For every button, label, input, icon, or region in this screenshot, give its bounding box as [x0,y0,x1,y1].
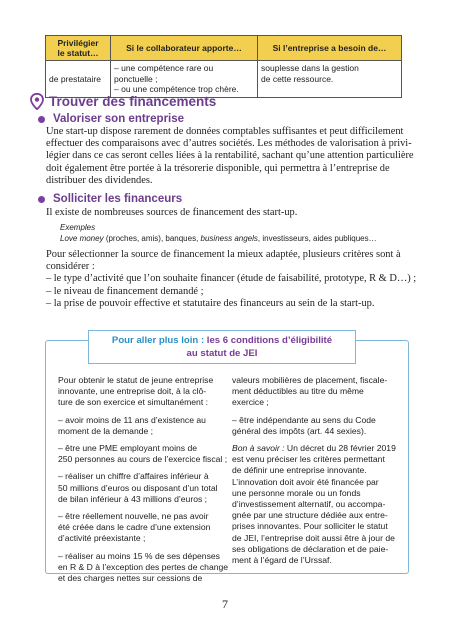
text-line: – réaliser un chiffre d’affaires inférieur à [58,471,209,482]
text-line: de définir une entreprise innovante. [232,465,367,476]
subsection-heading [38,113,184,125]
text-line: est venu préciser les critères permettant [232,454,385,465]
table-cell-line: de cette ressource. [261,73,334,84]
text-line: considérer : [46,261,95,273]
text-line: en R & D à l’exception des pertes de change [58,561,229,572]
examples-part: (proches, amis), banques, [103,234,201,243]
text-line: d’activité préexistante ; [58,533,146,544]
text-line: une personne morale ou un fonds [232,487,361,498]
text-line: – le type d’activité que l’on souhaite financer (étude de faisabilité, prototype, R & D…) ; [46,273,417,285]
text-line: – être réellement nouvelle, ne pas avoir [58,511,209,522]
text-line: et des charges nettes sur cessions de [58,573,203,584]
text-line: général des impôts (art. 44 sexies). [232,425,367,436]
examples-love-money: Love money [60,234,104,243]
text-line: – la prise de pouvoir effective et statutaire des financeurs au sein de la start-up. [46,297,375,309]
table-cell: de prestataire [46,61,111,98]
info-box-title-line: au statut de JEI [186,348,258,359]
table-header [46,36,111,61]
table-cell-line: – ou une compétence trop chère. [114,84,239,94]
text-line: 50 millions d’euros ou disposant d’un total [58,482,218,493]
dot-bullet-icon [38,116,45,123]
text-line: innovante, une entreprise doit, à la clô- [58,386,207,397]
text-line: 250 personnes au cours de l’exercice fiscal ; [58,454,228,465]
info-box-title-rest: les 6 conditions d’éligibilité [204,335,333,346]
text-line: légier dans ce cas seront celles liées à la rentabilité, sachant qu’une attention particulière [46,150,414,162]
text-line: – le niveau de financement demandé ; [46,285,204,297]
text-line: – avoir moins de 11 ans d’existence au [58,414,206,425]
text-line: Pour obtenir le statut de jeune entreprise [58,375,214,385]
examples-text [60,233,377,244]
section-heading [30,93,216,110]
text-line: effectuer des comparaisons avec d’autres sociétés. Les méthodes de valorisation à privi- [46,138,412,150]
paragraph-criteres [46,249,417,310]
examples-block [60,222,377,244]
text-line: Pour sélectionner la source de financement la mieux adaptée, plusieurs critères sont à [46,249,401,260]
table-header: Si l’entreprise a besoin de… [258,36,402,61]
subsection-heading [38,193,182,205]
paragraph-sources [46,207,406,219]
table-cell-line: – une compétence rare ou ponctuelle ; [114,63,214,84]
examples-label: Exemples [60,223,96,232]
table-cell-line: souplesse dans la gestion [261,63,359,73]
section-title: Trouver des financements [49,94,217,109]
text-line: ses obligations de déclaration et de paie- [232,543,389,554]
text-line: L’innovation doit avoir été financée par [232,476,379,487]
text-line: doit également être portée à la trésorerie disponible, qui permettra à l’entreprise de [46,162,390,174]
info-box-title-line [89,334,355,347]
text-line: exercice ; [232,397,269,408]
paragraph-valoriser [46,126,414,187]
text-line: ment déductibles au titre du même [232,386,364,397]
subsection-title: Valoriser son entreprise [53,113,185,125]
table-cell [111,61,258,98]
text-line: prises innovantes. Pour solliciter le statut [232,521,388,532]
table-row [46,61,402,98]
text-line: distribuer des dividendes. [46,174,153,186]
text-line: moment de la demande ; [58,425,154,436]
info-box-title [88,330,356,364]
table-header: Si le collaborateur apporte… [111,36,258,61]
text-line: gnée par une structure dédiée aux entre- [232,510,388,521]
text-line: Il existe de nombreuses sources de financement des start-up. [46,207,298,218]
location-pin-icon [30,93,44,110]
info-box-title-lead: Pour aller plus loin : [111,335,205,346]
note-text: Un décret du 28 février 2019 [284,443,396,454]
page-number: 7 [222,597,228,611]
table-cell [258,61,402,98]
text-line: d’investissement alternatif, ou accompa- [232,499,386,510]
info-box-right-column [232,375,400,566]
dot-bullet-icon [38,196,45,203]
table-header-line: Privilégier [57,38,99,48]
examples-business-angels: business angels [200,234,258,243]
text-line: valeurs mobilières de placement, fiscale- [232,375,388,385]
text-line: – être une PME employant moins de [58,443,198,454]
text-line: ment à l’égard de l’Urssaf. [232,555,332,566]
info-box-left-column [58,375,229,584]
text-line: Une start-up dispose rarement de données comptables suffisantes et peut difficilement [46,126,404,137]
text-line: – réaliser au moins 15 % de ses dépenses [58,550,220,561]
statut-table [45,35,402,98]
text-line: ture de son exercice et simultanément : [58,397,208,408]
text-line [232,443,400,454]
text-line: de bilan inférieur à 43 millions d’euros ; [58,493,208,504]
text-line: – être indépendante au sens du Code [232,414,376,425]
examples-part: , investisseurs, aides publiques… [257,234,377,243]
text-line: de JEI, l’entreprise doit aussi être à jour de [232,532,395,543]
subsection-title: Solliciter les financeurs [53,193,183,205]
table-header-line: le statut… [57,48,99,58]
text-line: été créée dans le cadre d’une extension [58,522,211,533]
note-label: Bon à savoir : [232,443,285,454]
